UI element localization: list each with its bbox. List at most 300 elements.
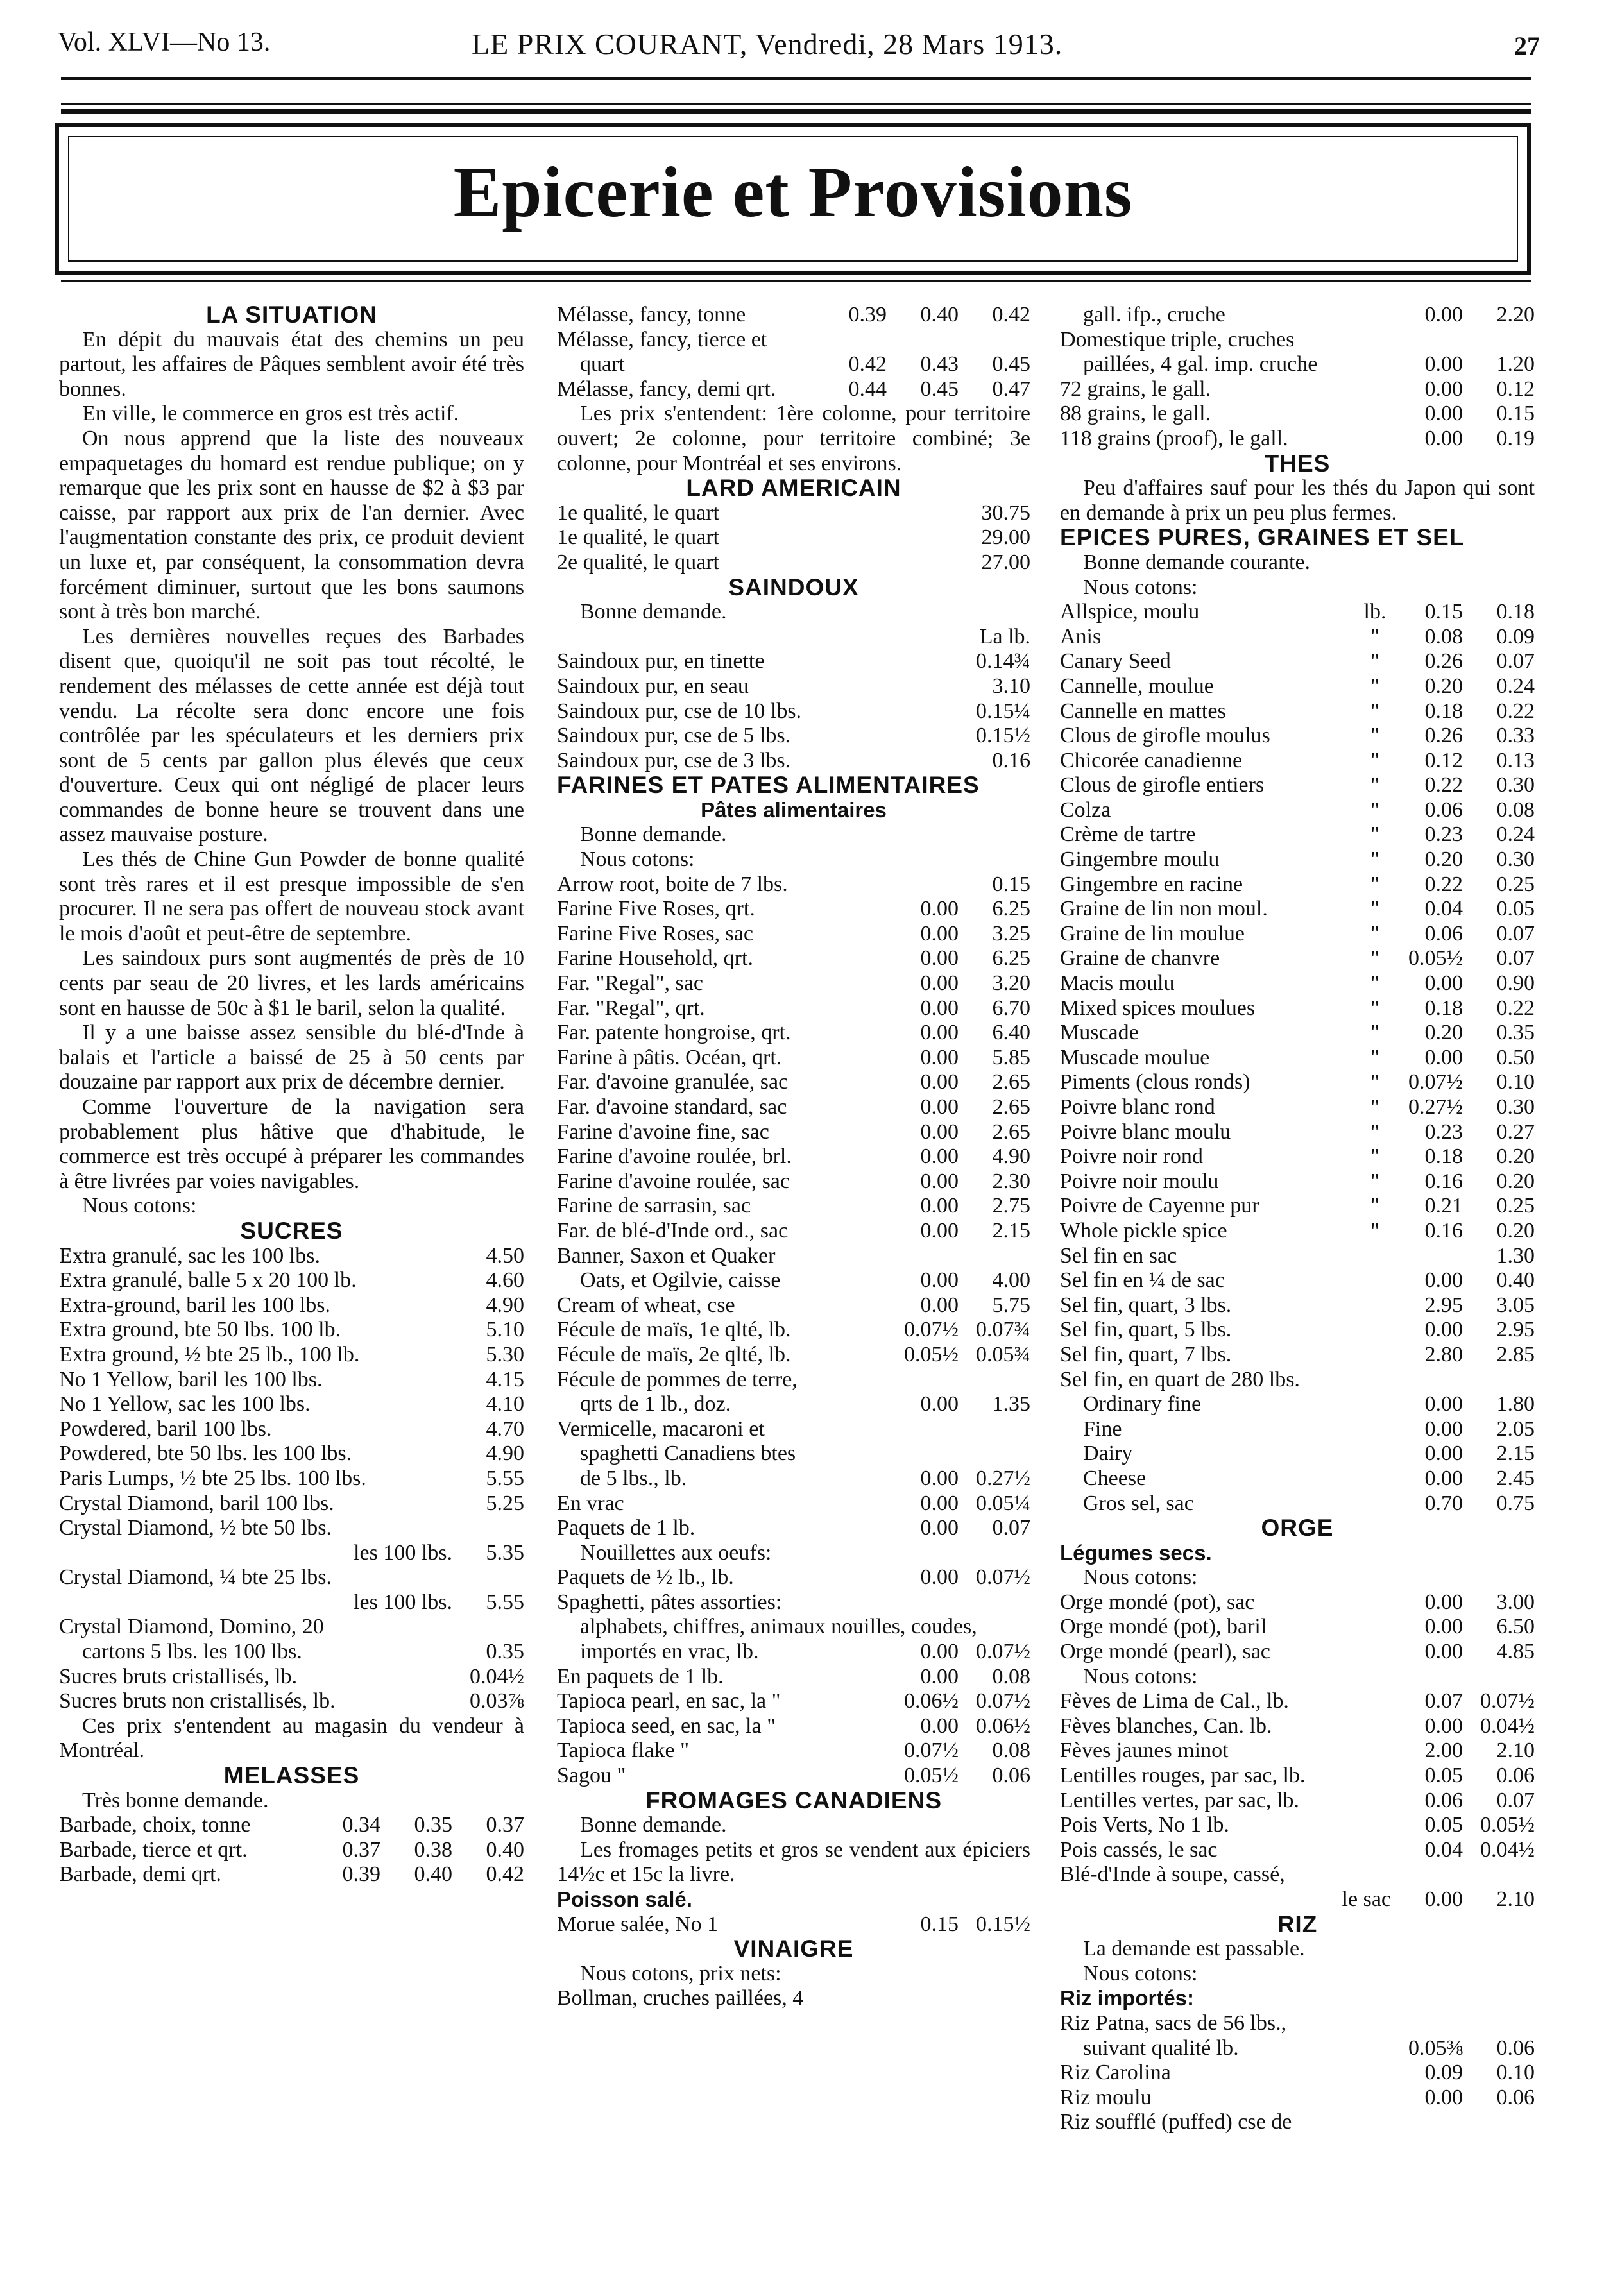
item-label: Far. "Regal", qrt. (557, 996, 705, 1020)
item-label: Muscade (1060, 1021, 1139, 1045)
price-value: 29.00 (981, 525, 1030, 550)
item-label: Fèves blanches, Can. lb. (1060, 1713, 1272, 1738)
price-row (59, 1467, 524, 1492)
item-label: Morue salée, No 1 (557, 1912, 719, 1936)
item-label: Mélasse, fancy, tonne (557, 303, 746, 327)
price-value: 2.85 (1496, 1342, 1535, 1366)
item-label: Paquets de ½ lb., lb. (557, 1565, 734, 1590)
price-value: 0.00 (1424, 1466, 1463, 1490)
item-label: Mixed spices moulues (1060, 996, 1256, 1020)
price-value: 2.15 (992, 1218, 1030, 1243)
price-value: 0.09 (1424, 2061, 1463, 2085)
price-value: 0.00 (920, 1169, 959, 1193)
banner-bottom-rule (61, 280, 1531, 282)
price-value: 0.07½ (1408, 1070, 1463, 1094)
item-label: Sel fin en sac (1060, 1243, 1177, 1268)
item-label: Extra granulé, balle 5 x 20 100 lb. (59, 1268, 357, 1293)
price-row (1060, 1838, 1535, 1863)
price-value: 0.00 (920, 1491, 959, 1515)
price-value: 3.00 (1496, 1590, 1535, 1614)
paragraph: Comme l'ouverture de la navigation sera probablement plus hâtive que d'habitude, le commerce est très occupé à préparer les commandes à être livrées par voies navigables. (59, 1095, 524, 1193)
price-value: 0.00 (1424, 971, 1463, 996)
price-row (557, 1343, 1030, 1368)
price-value: 0.00 (920, 1268, 959, 1293)
price-value: 0.75 (1496, 1491, 1535, 1515)
item-label: Lentilles rouges, par sac, lb. (1060, 1764, 1306, 1788)
price-value: 0.50 (1496, 1045, 1535, 1069)
item-label: Poivre de Cayenne pur (1060, 1194, 1259, 1218)
item-label: Tapioca flake " (557, 1739, 689, 1763)
paragraph: En dépit du mauvais état des chemins un peu partout, les affaires de Pâques semblent avoir été très bonnes. (59, 327, 524, 401)
item-unit: " (1370, 872, 1379, 896)
price-value: 0.06 (1424, 921, 1463, 946)
item-label: Pois Verts, No 1 lb. (1060, 1813, 1229, 1837)
price-row (1060, 1739, 1535, 1764)
item-label: Far. d'avoine standard, sac (557, 1095, 787, 1119)
paragraph: Nous cotons: (1083, 1961, 1198, 1986)
price-value: 0.44 (848, 377, 887, 401)
price-value: 2.10 (1496, 1887, 1535, 1911)
price-value: 0.00 (920, 946, 959, 971)
item-label: Ordinary fine (1083, 1392, 1202, 1416)
price-value: 30.75 (981, 500, 1030, 525)
price-value: 6.50 (1496, 1615, 1535, 1639)
price-row (557, 1739, 1030, 1764)
price-row (557, 1516, 1030, 1541)
price-row (1060, 2086, 1535, 2111)
item-label: Canary Seed (1060, 649, 1171, 674)
price-row (557, 1441, 1030, 1467)
price-value: 0.07 (1496, 1788, 1535, 1812)
paragraph: Très bonne demande. (82, 1788, 269, 1812)
price-value: 4.90 (486, 1441, 524, 1466)
price-value: 0.00 (1424, 426, 1463, 450)
paragraph: Nous cotons: (1083, 1664, 1198, 1688)
price-row (557, 1120, 1030, 1145)
item-label: Bollman, cruches paillées, 4 (557, 1986, 804, 2011)
price-row (1060, 1120, 1535, 1145)
price-row (59, 1838, 524, 1863)
price-value: 0.00 (1424, 352, 1463, 377)
price-row (1060, 749, 1535, 774)
item-label: Poivre noir moulu (1060, 1169, 1219, 1193)
item-label: Cream of wheat, cse (557, 1293, 735, 1317)
item-unit: " (1370, 724, 1379, 748)
item-label: quart (580, 352, 625, 377)
section-heading: EPICES PURES, GRAINES ET SEL (1060, 524, 1465, 551)
item-label: de 5 lbs., lb. (580, 1466, 687, 1490)
price-row (1060, 649, 1535, 674)
item-label: Poivre blanc moulu (1060, 1119, 1231, 1144)
price-row (1060, 798, 1535, 823)
price-value: 0.07½ (976, 1565, 1030, 1590)
price-row (1060, 303, 1535, 328)
item-label: Sagou " (557, 1764, 626, 1788)
price-value: 0.40 (1496, 1268, 1535, 1293)
price-value: 0.08 (1424, 624, 1463, 649)
price-value: 4.00 (992, 1268, 1030, 1293)
price-value: 3.20 (992, 971, 1030, 996)
paragraph: Nous cotons: (1083, 1565, 1198, 1590)
price-value: 0.42 (848, 352, 887, 377)
item-label: Poivre noir rond (1060, 1144, 1203, 1169)
subheading: Riz importés: (1060, 1986, 1195, 2011)
price-value: 0.00 (1424, 1045, 1463, 1069)
price-value: 0.05½ (904, 1342, 959, 1366)
price-value: 0.30 (1496, 773, 1535, 797)
price-value: 5.85 (992, 1045, 1030, 1069)
price-value: 0.00 (920, 1713, 959, 1738)
price-row (1060, 1219, 1535, 1244)
item-label: Allspice, moulu (1060, 600, 1200, 624)
price-row (59, 1293, 524, 1318)
price-value: 1.35 (992, 1392, 1030, 1416)
item-label: Vermicelle, macaroni et (557, 1416, 765, 1441)
item-label: Farine d'avoine fine, sac (557, 1119, 769, 1144)
price-value: 2.95 (1424, 1293, 1463, 1317)
price-value: 6.70 (992, 996, 1030, 1020)
item-unit: lb. (1363, 600, 1386, 624)
price-value: 0.00 (1424, 1392, 1463, 1416)
price-value: 0.22 (1424, 872, 1463, 896)
price-value: 2.45 (1496, 1466, 1535, 1490)
item-label: Crystal Diamond, Domino, 20 (59, 1615, 324, 1639)
price-value: 0.35 (414, 1813, 452, 1837)
price-row (557, 1046, 1030, 1071)
price-value: 0.05 (1424, 1813, 1463, 1837)
price-value: 4.90 (992, 1144, 1030, 1169)
item-label: Sucres bruts cristallisés, lb. (59, 1664, 298, 1688)
price-value: 2.15 (1496, 1441, 1535, 1466)
price-value: 0.42 (992, 303, 1030, 327)
price-row (1060, 1714, 1535, 1739)
price-value: 5.30 (486, 1342, 524, 1366)
item-unit: " (1370, 1095, 1379, 1119)
price-row (59, 1343, 524, 1368)
item-label: Muscade moulue (1060, 1045, 1210, 1069)
price-row (1060, 1441, 1535, 1467)
item-label: Crystal Diamond, ¼ bte 25 lbs. (59, 1565, 332, 1590)
price-value: 27.00 (981, 550, 1030, 574)
price-value: 0.12 (1424, 748, 1463, 772)
price-value: 0.19 (1496, 426, 1535, 450)
price-value: 0.08 (992, 1664, 1030, 1688)
price-value: 0.03⅞ (470, 1689, 524, 1713)
item-label: Domestique triple, cruches (1060, 327, 1295, 352)
price-value: 0.15 (1496, 402, 1535, 426)
price-value: 4.10 (486, 1392, 524, 1416)
price-value: 0.39 (848, 303, 887, 327)
price-value: 0.04 (1424, 1837, 1463, 1862)
item-label: gall. ifp., cruche (1083, 303, 1225, 327)
item-label: Extra ground, bte 50 lbs. 100 lb. (59, 1318, 341, 1342)
item-label: Paris Lumps, ½ bte 25 lbs. 100 lbs. (59, 1466, 366, 1490)
item-label: Blé-d'Inde à soupe, cassé, (1060, 1862, 1285, 1887)
item-label: Farine Five Roses, qrt. (557, 897, 755, 921)
price-value: 0.07 (1424, 1689, 1463, 1713)
item-label: Fécule de pommes de terre, (557, 1367, 798, 1391)
price-row (59, 1268, 524, 1293)
item-label: 1e qualité, le quart (557, 500, 720, 525)
price-row (1060, 1467, 1535, 1492)
price-row (1060, 1862, 1535, 1887)
price-value: 0.16 (1424, 1169, 1463, 1193)
price-row (1060, 773, 1535, 798)
item-unit: " (1370, 1169, 1379, 1193)
price-value: 0.00 (920, 1045, 959, 1069)
price-value: 0.00 (1424, 2085, 1463, 2109)
price-row (557, 1764, 1030, 1789)
price-value: 2.65 (992, 1095, 1030, 1119)
price-value: 0.35 (486, 1640, 524, 1664)
price-value: 0.18 (1424, 699, 1463, 723)
volume-number: Vol. XLVI—No 13. (58, 28, 271, 57)
paragraph: Nous cotons: (580, 847, 695, 872)
price-value: 0.00 (920, 921, 959, 946)
price-value: 0.15 (920, 1912, 959, 1936)
price-row (1060, 1813, 1535, 1838)
item-label: Oats, et Ogilvie, caisse (580, 1268, 781, 1293)
item-label: Farine Household, qrt. (557, 946, 753, 971)
price-row (59, 1516, 524, 1541)
item-label: Saindoux pur, cse de 5 lbs. (557, 724, 791, 748)
price-value: 0.05½ (1408, 946, 1463, 971)
price-row (59, 1392, 524, 1417)
item-label: 2e qualité, le quart (557, 550, 720, 574)
price-row (1060, 847, 1535, 872)
price-row (59, 1862, 524, 1887)
paragraph: Les fromages petits et gros se vendent aux épiciers 14½c et 15c la livre. (557, 1837, 1030, 1887)
price-value: 0.00 (1424, 402, 1463, 426)
price-row (557, 1244, 1030, 1269)
item-label: Sucres bruts non cristallisés, lb. (59, 1689, 336, 1713)
price-value: 0.27 (1496, 1119, 1535, 1144)
price-row (557, 1590, 1030, 1615)
item-label: Sel fin, quart, 7 lbs. (1060, 1342, 1232, 1366)
item-unit: " (1370, 699, 1379, 723)
price-value: 0.06 (1496, 2036, 1535, 2060)
item-label: Pois cassés, le sac (1060, 1837, 1218, 1862)
price-value: 0.22 (1496, 699, 1535, 723)
price-row (59, 1640, 524, 1665)
price-row (1060, 1318, 1535, 1343)
price-row (557, 1417, 1030, 1442)
item-label: Whole pickle spice (1060, 1218, 1227, 1243)
price-row (59, 1665, 524, 1690)
price-row (1060, 1194, 1535, 1219)
price-value: 0.25 (1496, 1194, 1535, 1218)
price-row (1060, 946, 1535, 971)
price-value: 0.16 (1424, 1218, 1463, 1243)
item-unit: " (1370, 971, 1379, 996)
price-value: 0.24 (1496, 674, 1535, 698)
item-label: Far. d'avoine granulée, sac (557, 1070, 789, 1094)
item-label: Clous de girofle entiers (1060, 773, 1265, 797)
item-label: 72 grains, le gall. (1060, 377, 1211, 401)
price-row (557, 897, 1030, 922)
price-row (59, 1541, 524, 1566)
paragraph: Bonne demande. (580, 822, 727, 847)
item-label: le sac (1342, 1887, 1391, 1911)
header-rule-thick (61, 109, 1531, 114)
price-row (1060, 1293, 1535, 1318)
price-row (1060, 1590, 1535, 1615)
item-label: Crystal Diamond, ½ bte 50 lbs. (59, 1516, 332, 1540)
price-row (557, 1615, 1030, 1640)
item-label: Clous de girofle moulus (1060, 724, 1270, 748)
price-row (1060, 1144, 1535, 1169)
item-label: Riz moulu (1060, 2085, 1152, 2109)
price-value: 0.00 (920, 1565, 959, 1590)
item-label: Sel fin, quart, 5 lbs. (1060, 1318, 1232, 1342)
item-label: Saindoux pur, en tinette (557, 649, 765, 674)
item-unit: " (1370, 674, 1379, 698)
price-row (557, 1293, 1030, 1318)
item-label: Gingembre moulu (1060, 847, 1220, 872)
price-value: 0.00 (1424, 1318, 1463, 1342)
paragraph: Les prix s'entendent: 1ère colonne, pour territoire ouvert; 2e colonne, pour territoire combiné; 3e colonne, pour Montréal et ses environs. (557, 402, 1030, 475)
item-label: Orge mondé (pearl), sac (1060, 1640, 1270, 1664)
price-row (557, 674, 1030, 699)
section-heading: RIZ (1277, 1910, 1318, 1937)
section-heading: LARD AMERICAIN (686, 475, 901, 502)
item-label: Orge mondé (pot), sac (1060, 1590, 1255, 1614)
item-label: Tapioca seed, en sac, la " (557, 1713, 776, 1738)
price-value: 3.05 (1496, 1293, 1535, 1317)
price-row (557, 649, 1030, 674)
section-heading: THES (1264, 450, 1331, 477)
column-unit-label: La lb. (979, 624, 1030, 649)
price-row (1060, 402, 1535, 427)
item-label: No 1 Yellow, baril les 100 lbs. (59, 1367, 323, 1391)
price-value: 2.80 (1424, 1342, 1463, 1366)
item-label: Spaghetti, pâtes assorties: (557, 1590, 782, 1614)
price-value: 0.18 (1424, 1144, 1463, 1169)
subheading: Pâtes alimentaires (701, 797, 887, 822)
price-row (1060, 1268, 1535, 1293)
item-unit: " (1370, 822, 1379, 847)
paragraph: La demande est passable. (1083, 1937, 1305, 1961)
price-row (557, 1714, 1030, 1739)
page-header (58, 27, 1540, 72)
column-1 (59, 303, 524, 1887)
item-label: Powdered, baril 100 lbs. (59, 1416, 272, 1441)
price-value: 0.00 (1424, 377, 1463, 401)
price-row (1060, 996, 1535, 1021)
price-row (59, 1368, 524, 1393)
paragraph: Peu d'affaires sauf pour les thés du Japon qui sont en demande à prix un peu plus fermes. (1060, 476, 1535, 525)
price-value: 0.08 (1496, 797, 1535, 822)
price-value: 2.20 (1496, 303, 1535, 327)
price-row (557, 303, 1030, 328)
price-value: 0.20 (1424, 847, 1463, 872)
price-row (557, 946, 1030, 971)
price-value: 1.20 (1496, 352, 1535, 377)
item-unit: " (1370, 946, 1379, 971)
item-label: Farine à pâtis. Océan, qrt. (557, 1045, 782, 1069)
price-row (59, 1615, 524, 1640)
price-row (1060, 427, 1535, 452)
item-label: Saindoux pur, en seau (557, 674, 749, 698)
price-value: 0.00 (920, 971, 959, 996)
item-label: Fécule de maïs, 1e qlté, lb. (557, 1318, 791, 1342)
item-label: qrts de 1 lb., doz. (580, 1392, 731, 1416)
price-value: 0.23 (1424, 1119, 1463, 1144)
price-value: 1.30 (1496, 1243, 1535, 1268)
price-value: 0.47 (992, 377, 1030, 401)
item-unit: " (1370, 649, 1379, 674)
price-value: 5.75 (992, 1293, 1030, 1317)
price-row (557, 1665, 1030, 1690)
price-value: 0.00 (920, 1640, 959, 1664)
price-row (1060, 377, 1535, 402)
price-row (557, 1021, 1030, 1046)
price-row (1060, 1764, 1535, 1789)
newspaper-title: LE PRIX COURANT, Vendredi, 28 Mars 1913. (472, 28, 1063, 60)
price-value: 3.25 (992, 921, 1030, 946)
price-value: 2.65 (992, 1119, 1030, 1144)
price-value: 0.00 (1424, 1268, 1463, 1293)
item-label: Cannelle en mattes (1060, 699, 1226, 723)
item-label: paillées, 4 gal. imp. cruche (1083, 352, 1318, 377)
paragraph: Nous cotons: (82, 1194, 197, 1218)
price-value: 0.37 (486, 1813, 524, 1837)
item-label: Macis moulu (1060, 971, 1175, 996)
price-value: 0.30 (1496, 847, 1535, 872)
price-row (1060, 2110, 1535, 2135)
item-label: Banner, Saxon et Quaker (557, 1243, 776, 1268)
paragraph: Bonne demande courante. (1083, 550, 1311, 574)
price-value: 0.00 (920, 1516, 959, 1540)
price-value: 0.05¼ (976, 1491, 1030, 1515)
price-row (59, 1441, 524, 1467)
price-value: 0.06 (992, 1764, 1030, 1788)
price-value: 0.40 (414, 1862, 452, 1887)
item-label: Fécule de maïs, 2e qlté, lb. (557, 1342, 791, 1366)
item-label: Gingembre en racine (1060, 872, 1243, 896)
price-value: 0.18 (1424, 996, 1463, 1020)
item-label: 88 grains, le gall. (1060, 402, 1211, 426)
paragraph: Nous cotons, prix nets: (580, 1961, 781, 1986)
price-value: 0.07 (1496, 946, 1535, 971)
column-3 (1060, 303, 1535, 2135)
price-value: 2.75 (992, 1194, 1030, 1218)
item-label: Riz Carolina (1060, 2061, 1171, 2085)
price-value: 0.07½ (976, 1689, 1030, 1713)
item-label: Piments (clous ronds) (1060, 1070, 1250, 1094)
price-row (1060, 600, 1535, 625)
item-label: Sel fin, quart, 3 lbs. (1060, 1293, 1232, 1317)
price-value: 2.30 (992, 1169, 1030, 1193)
item-label: Cheese (1083, 1466, 1147, 1490)
item-label: spaghetti Canadiens btes (580, 1441, 796, 1466)
item-label: Saindoux pur, cse de 10 lbs. (557, 699, 802, 723)
paragraph: On nous apprend que la liste des nouveaux empaquetages du homard est rendue publique; on y remarque que les prix sont en hausse de $2 à $3 par caisse, par rapport aux prix de l'an dernier. Avec l'augmentation constante des prix, ce produit devient un luxe et, par conséquent, la consommation devra forcément diminuer, surtout que les bons saumons sont à très bon marché. (59, 426, 524, 624)
item-unit: " (1370, 624, 1379, 649)
price-value: 1.80 (1496, 1392, 1535, 1416)
price-row (557, 1318, 1030, 1343)
price-value: 0.06½ (976, 1713, 1030, 1738)
price-value: 0.00 (1424, 1590, 1463, 1614)
price-value: 0.10 (1496, 1070, 1535, 1094)
item-unit: " (1370, 897, 1379, 921)
price-value: 3.10 (992, 674, 1030, 698)
paragraph: Bonne demande. (580, 1813, 727, 1837)
price-value: 0.20 (1424, 674, 1463, 698)
price-row (1060, 1887, 1535, 1912)
price-value: 0.00 (920, 1021, 959, 1045)
price-row (557, 872, 1030, 897)
